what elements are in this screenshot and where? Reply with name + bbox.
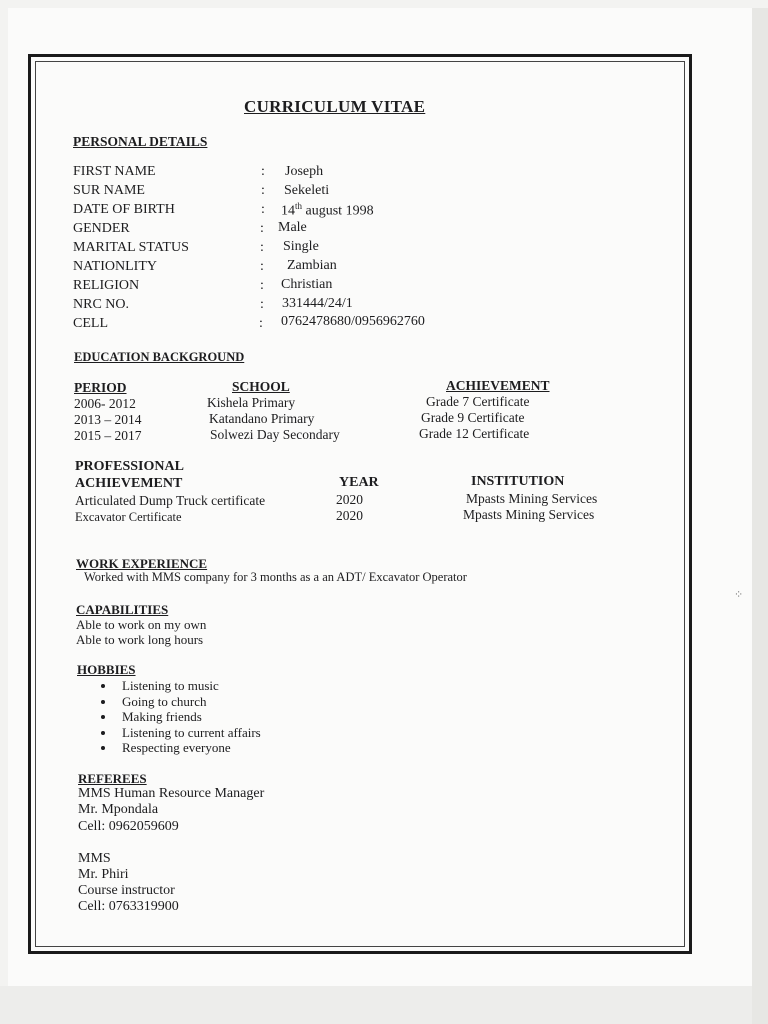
dob-day: 14 (281, 203, 295, 219)
nrc-value: 331444/24/1 (282, 296, 353, 311)
scan-edge-right (752, 8, 768, 1024)
period-column-header: PERIOD (74, 380, 127, 395)
education-period: 2015 – 2017 (74, 428, 142, 443)
certificate-year: 2020 (336, 492, 363, 507)
certificate-name: Articulated Dump Truck certificate (75, 493, 266, 508)
referee-line: Course instructor (78, 883, 175, 898)
hobbies-list (98, 678, 261, 756)
gender-colon: : (260, 221, 264, 236)
cv-title: CURRICULUM VITAE (244, 97, 426, 116)
religion-value: Christian (281, 277, 333, 292)
education-period: 2013 – 2014 (74, 412, 142, 427)
gender-label: GENDER (73, 221, 130, 236)
nrc-label: NRC NO. (73, 297, 130, 312)
certificate-institution: Mpasts Mining Services (463, 507, 595, 522)
first-name-value: Joseph (285, 164, 324, 179)
professional-heading-line1: PROFESSIONAL (75, 459, 184, 474)
hobby-item: Listening to current affairs (98, 725, 261, 741)
year-column-header: YEAR (339, 475, 379, 490)
dob-day-suffix: th (295, 201, 303, 211)
scan-edge-bottom (0, 986, 752, 1024)
marital-status-value: Single (283, 239, 319, 254)
dob-value (281, 201, 374, 220)
surname-label: SUR NAME (73, 183, 145, 198)
scan-speck: ⁘ (734, 589, 744, 601)
institution-column-header: INSTITUTION (471, 474, 565, 489)
referees-heading: REFEREES (78, 771, 147, 786)
work-experience-heading: WORK EXPERIENCE (76, 556, 208, 571)
dob-label: DATE OF BIRTH (73, 202, 175, 217)
referee-line: Cell: 0962059609 (78, 819, 179, 834)
cell-label: CELL (73, 316, 108, 331)
hobbies-heading: HOBBIES (77, 662, 136, 677)
hobby-item: Making friends (98, 709, 261, 725)
capabilities-heading: CAPABILITIES (76, 602, 169, 617)
marital-status-colon: : (260, 240, 264, 255)
dob-colon: : (261, 202, 265, 217)
education-period: 2006- 2012 (74, 396, 136, 411)
surname-value: Sekeleti (284, 183, 330, 198)
referee-line: Mr. Phiri (78, 867, 129, 882)
surname-colon: : (261, 183, 265, 198)
nationality-label: NATIONLITY (73, 259, 157, 274)
education-heading: EDUCATION BACKGROUND (74, 350, 245, 364)
gender-value: Male (278, 220, 307, 235)
capability-item: Able to work long hours (76, 632, 204, 647)
achievement-column-header: ACHIEVEMENT (446, 378, 550, 393)
nationality-value: Zambian (287, 258, 337, 273)
capability-item: Able to work on my own (76, 617, 207, 632)
referee-line: MMS Human Resource Manager (78, 786, 265, 801)
certificate-institution: Mpasts Mining Services (466, 491, 598, 506)
education-achievement: Grade 7 Certificate (426, 394, 530, 409)
nrc-colon: : (260, 297, 264, 312)
referee-line: MMS (78, 851, 111, 866)
education-school: Kishela Primary (207, 395, 296, 410)
work-experience-text: Worked with MMS company for 3 months as a an ADT/ Excavator Operator (84, 570, 467, 584)
marital-status-label: MARITAL STATUS (73, 240, 189, 255)
dob-rest: august 1998 (302, 203, 374, 219)
cell-colon: : (259, 316, 263, 331)
education-school: Katandano Primary (209, 411, 315, 426)
education-school: Solwezi Day Secondary (210, 427, 340, 442)
nationality-colon: : (260, 259, 264, 274)
certificate-year: 2020 (336, 508, 363, 523)
hobby-item: Listening to music (98, 678, 261, 694)
hobby-item: Going to church (98, 694, 261, 710)
referee-line: Mr. Mpondala (78, 802, 159, 817)
professional-heading-line2: ACHIEVEMENT (75, 476, 183, 491)
religion-colon: : (260, 278, 264, 293)
religion-label: RELIGION (73, 278, 140, 293)
cell-value: 0762478680/0956962760 (281, 314, 425, 329)
school-column-header: SCHOOL (232, 379, 290, 394)
personal-details-heading: PERSONAL DETAILS (73, 134, 208, 149)
first-name-colon: : (261, 164, 265, 179)
hobby-item: Respecting everyone (98, 740, 261, 756)
referee-line: Cell: 0763319900 (78, 899, 179, 914)
education-achievement: Grade 9 Certificate (421, 410, 525, 425)
first-name-label: FIRST NAME (73, 164, 156, 179)
certificate-name: Excavator Certificate (75, 510, 182, 524)
education-achievement: Grade 12 Certificate (419, 426, 530, 441)
